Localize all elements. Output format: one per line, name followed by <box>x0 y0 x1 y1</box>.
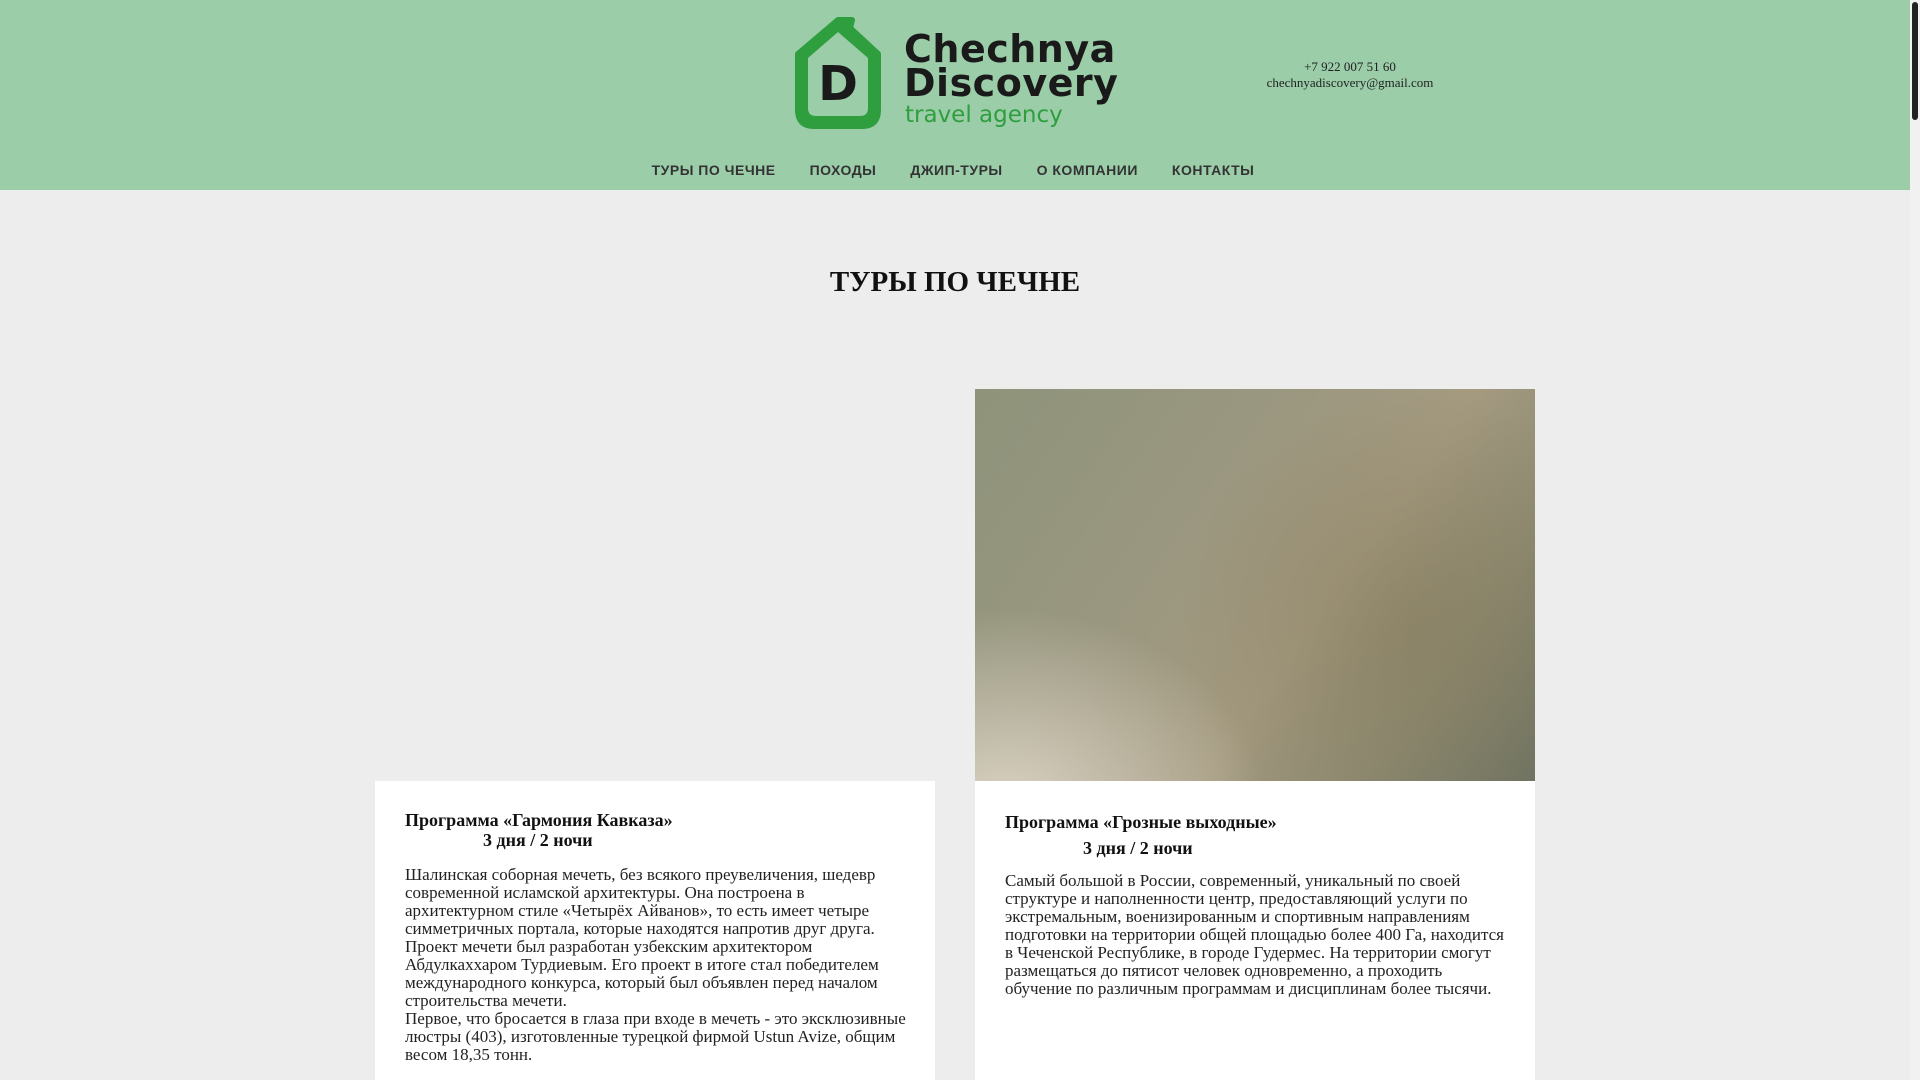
tour-description-paragraph: Шалинская соборная мечеть, без всякого преувеличения, шедевр современной исламской архитектуры. Она построена в архитектурном стиле «Четырёх Айванов», то есть имеет четыре симметричных портала, которые находятся напротив друг друга. Проект мечети был разработан узбекским архитектором Абдулкаххаром Турдиевым. Его проект в итоге стал победителем международного конкурса, который был объявлен перед началом строительства мечети. <box>405 865 879 1010</box>
nav-item-contacts[interactable]: КОНТАКТЫ <box>1171 162 1255 178</box>
site-header <box>0 0 1910 190</box>
nav-item-jeep-tours[interactable]: ДЖИП-ТУРЫ <box>910 162 1003 178</box>
logo-house-icon <box>792 14 884 132</box>
logo-mark-letter: D <box>818 56 858 112</box>
logo-text-chechnya: Chechnya <box>904 27 1116 71</box>
tour-card-grozny-weekend[interactable] <box>975 389 1535 1080</box>
tour-image-placeholder[interactable] <box>375 389 935 781</box>
nav-item-about[interactable]: О КОМПАНИИ <box>1036 162 1138 178</box>
site-logo[interactable] <box>792 14 1122 134</box>
main-nav <box>0 158 1910 182</box>
page-scrollbar[interactable] <box>1910 0 1920 1080</box>
scrollbar-thumb[interactable] <box>1912 2 1918 120</box>
logo-text-tagline: travel agency <box>905 102 1063 128</box>
tour-description <box>1005 872 1510 998</box>
tour-title[interactable]: Программа «Грозные выходные» <box>1005 812 1277 832</box>
tour-duration: 3 дня / 2 ночи <box>483 830 593 850</box>
logo-text-discovery: Discovery <box>904 61 1119 105</box>
header-contacts <box>1234 59 1466 91</box>
tour-card-harmony[interactable] <box>375 389 935 1080</box>
contact-phone[interactable]: +7 922 007 51 60 <box>1304 59 1396 74</box>
tour-duration: 3 дня / 2 ночи <box>1083 838 1193 858</box>
tour-title[interactable]: Программа «Гармония Кавказа» <box>405 810 673 830</box>
tour-description-paragraph: Самый большой в России, современный, уникальный по своей структуре и наполненности центр, предоставляющий услуги по экстремальным, военизированным и спортивным направлениям подготовки на территории общей площадью более 400 Га, находится в Чеченской Республике, в городе Гудермес. На территории смогут размещаться до пятисот человек одновременно, а проходить обучение по различным программам и дисциплинам более тысячи. <box>1005 871 1504 998</box>
tour-description <box>405 866 910 1064</box>
tour-image[interactable] <box>975 389 1535 781</box>
contact-email[interactable]: chechnyadiscovery@gmail.com <box>1266 75 1434 90</box>
tour-description-paragraph-2: Первое, что бросается в глаза при входе в мечеть - это эксклюзивные люстры (403), изготовленные турецкой фирмой Ustun Avize, общим весом 18,35 тонн. <box>405 1009 906 1064</box>
nav-item-hikes[interactable]: ПОХОДЫ <box>809 162 877 178</box>
section-title: ТУРЫ ПО ЧЕЧНЕ <box>829 266 1081 298</box>
nav-item-tours[interactable]: ТУРЫ ПО ЧЕЧНЕ <box>651 162 776 178</box>
